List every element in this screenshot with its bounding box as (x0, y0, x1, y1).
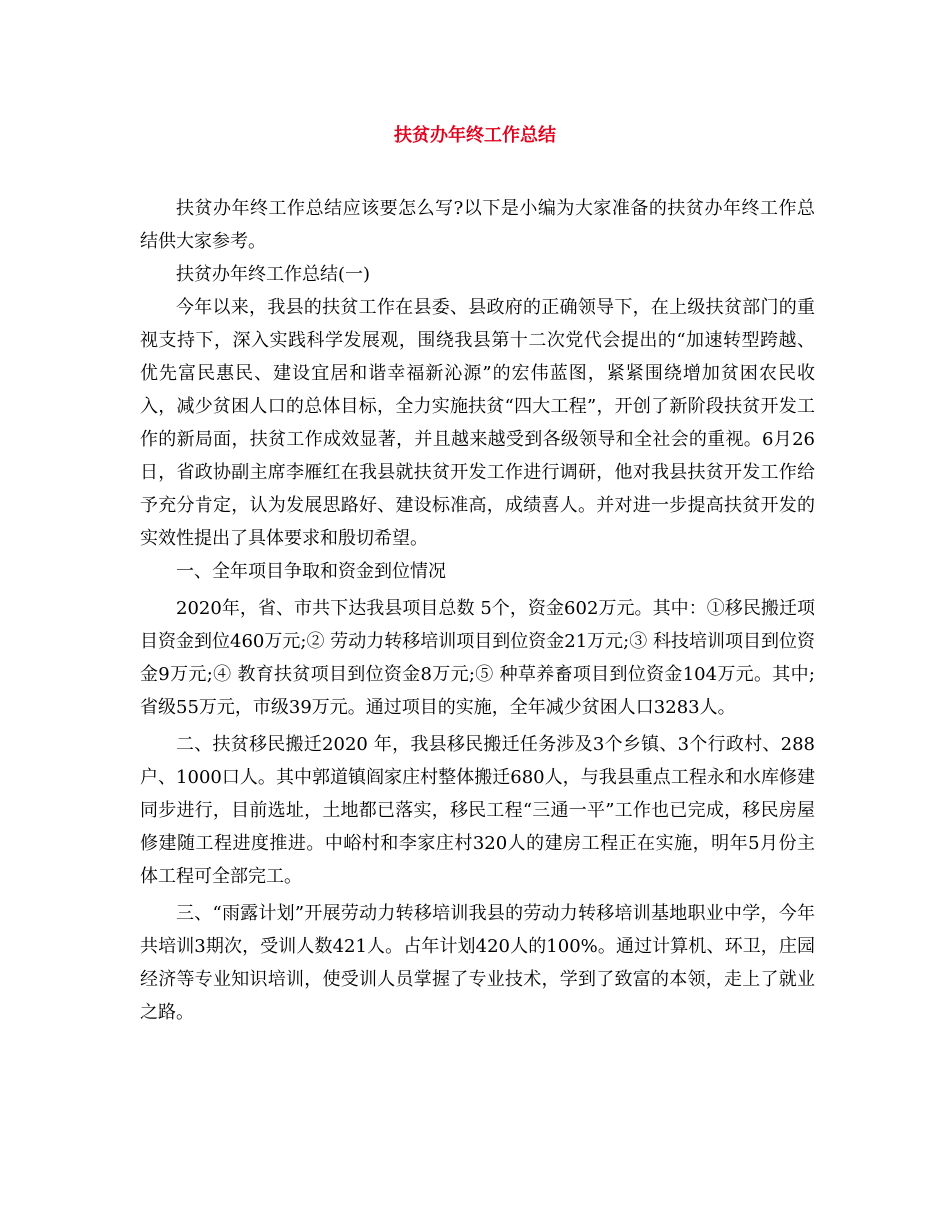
document-body (140, 192, 815, 1029)
funding-paragraph: 2020年，省、市共下达我县项目总数 5个，资金602万元。其中：①移民搬迁项目资金到位460万元;② 劳动力转移培训项目到位资金21万元;③ 科技培训项目到位资金9万元;④ 教育扶贫项目到位资金8万元;⑤ 种草养畜项目到位资金104万元。其中;省级55万元，市级39万元。通过项目的实施，全年减少贫困人口3283人。 (140, 598, 815, 718)
section-heading-summary-one: 扶贫办年终工作总结(一) (176, 264, 371, 285)
section-heading-funding: 一、全年项目争取和资金到位情况 (176, 561, 446, 582)
document-title: 扶贫办年终工作总结 (394, 125, 556, 146)
training-paragraph: 三、“雨露计划”开展劳动力转移培训我县的劳动力转移培训基地职业中学，今年共培训3期次，受训人数421人。占年计划420人的100%。通过计算机、环卫，庄园经济等专业知识培训，使受训人员掌握了专业技术，学到了致富的本领，走上了就业之路。 (140, 903, 815, 1023)
relocation-paragraph: 二、扶贫移民搬迁2020 年，我县移民搬迁任务涉及3个乡镇、3个行政村、288户、1000口人。其中郭道镇阎家庄村整体搬迁680人，与我县重点工程永和水库修建同步进行，目前选址，土地都已落实，移民工程“三通一平”工作也已完成，移民房屋修建随工程进度推进。中峪村和李家庄村320人的建房工程正在实施，明年5月份主体工程可全部完工。 (140, 734, 815, 887)
overview-paragraph: 今年以来，我县的扶贫工作在县委、县政府的正确领导下，在上级扶贫部门的重视支持下，深入实践科学发展观，围绕我县第十二次党代会提出的“加速转型跨越、优先富民惠民、建设宜居和谐幸福新沁源”的宏伟蓝图，紧紧围绕增加贫困农民收入，减少贫困人口的总体目标，全力实施扶贫“四大工程”，开创了新阶段扶贫开发工作的新局面，扶贫工作成效显著，并且越来越受到各级领导和全社会的重视。6月26日，省政协副主席李雁红在我县就扶贫开发工作进行调研，他对我县扶贫开发工作给予充分肯定，认为发展思路好、建设标准高，成绩喜人。并对进一步提高扶贫开发的实效性提出了具体要求和殷切希望。 (140, 297, 815, 549)
intro-paragraph: 扶贫办年终工作总结应该要怎么写?以下是小编为大家准备的扶贫办年终工作总结供大家参考。 (140, 198, 815, 252)
